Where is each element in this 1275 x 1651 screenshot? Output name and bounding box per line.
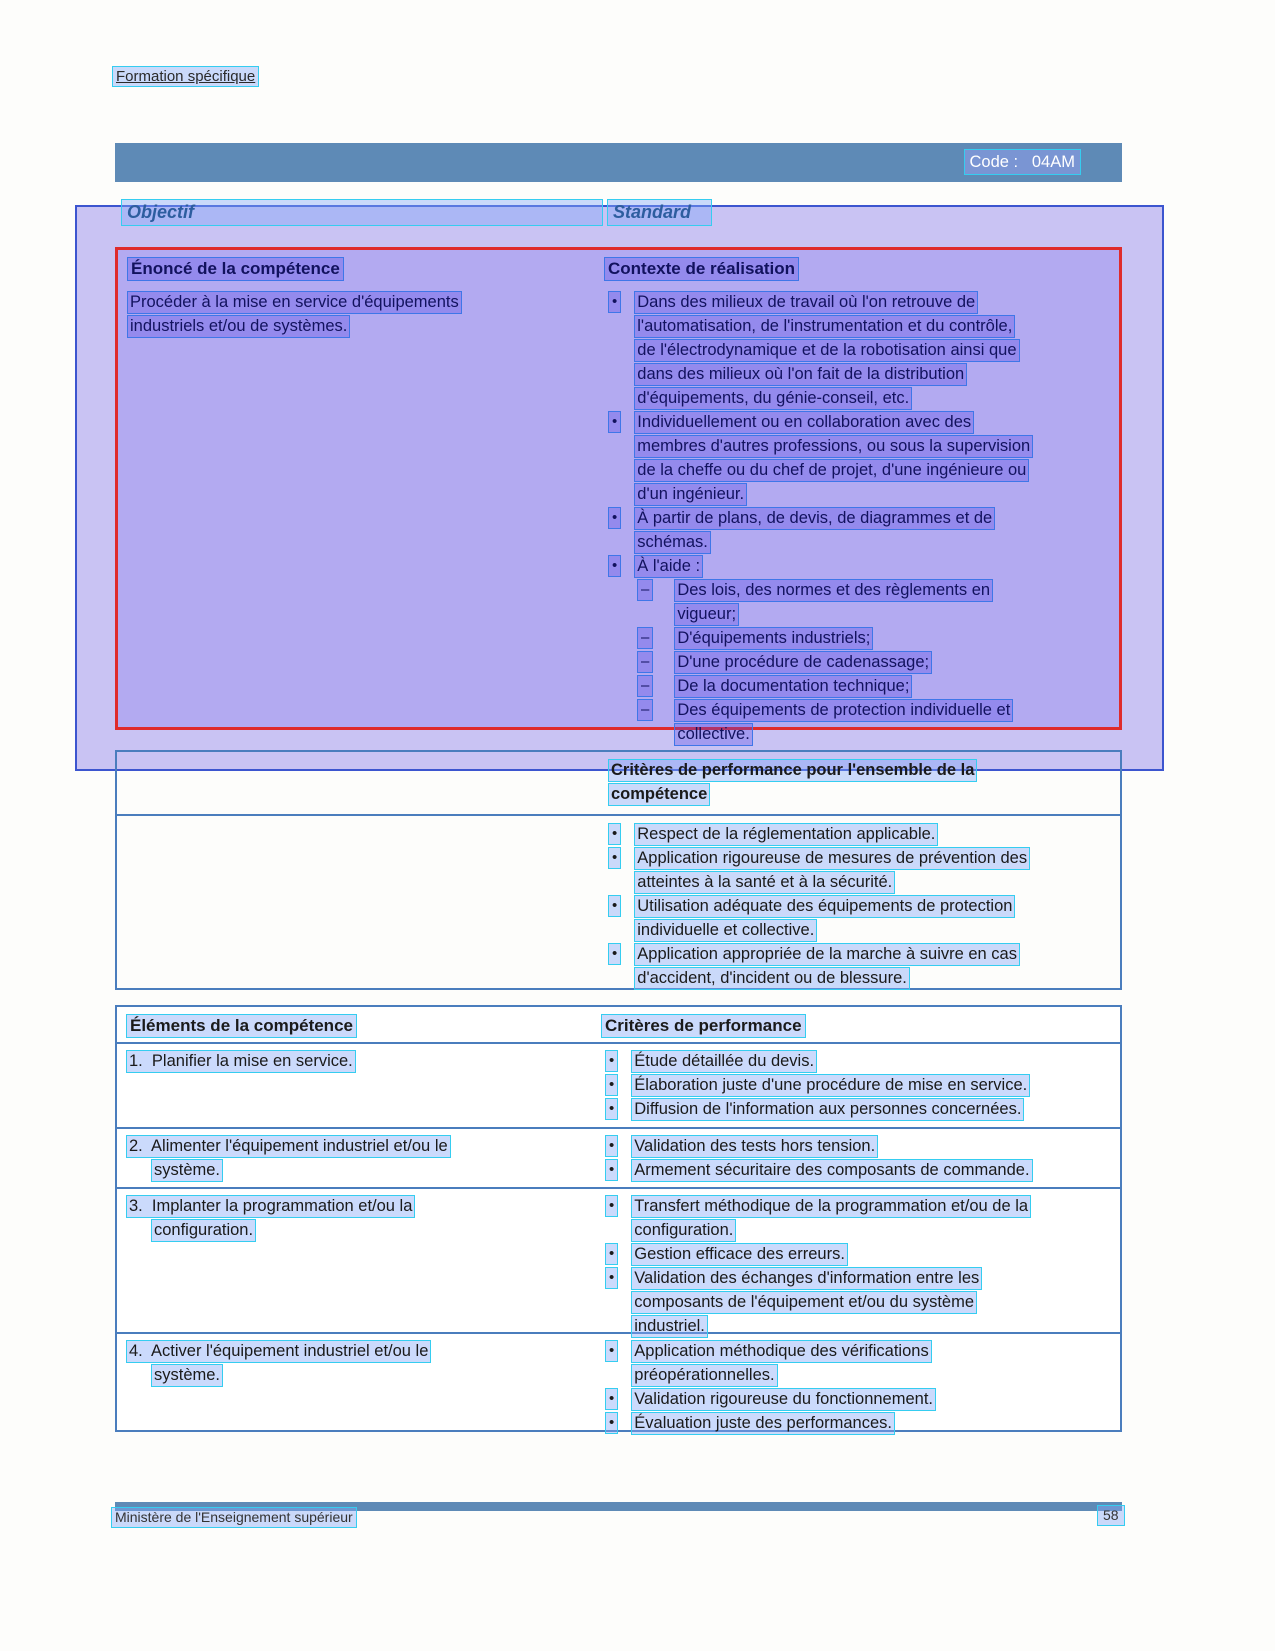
bullet-line: l'automatisation, de l'instrumentation et du contrôle, — [637, 317, 1013, 335]
list-item — [605, 292, 1119, 409]
sub-list-item — [605, 628, 1119, 649]
critere-line: industriel. — [634, 1317, 705, 1335]
bullet-icon: • — [606, 1389, 617, 1409]
element-line: 4. Activer l'équipement industriel et/ou le — [129, 1342, 429, 1360]
critere-line: préopérationnelles. — [634, 1366, 775, 1384]
sub-bullet-line: D'une procédure de cadenassage; — [677, 653, 930, 671]
critere-line: Évaluation juste des performances. — [634, 1414, 892, 1432]
critere-line: composants de l'équipement et/ou du système — [634, 1293, 975, 1311]
bullet-icon: • — [606, 1136, 617, 1156]
bullet-line: Individuellement ou en collaboration avec des — [637, 413, 972, 431]
critere-line: Utilisation adéquate des équipements de protection — [637, 897, 1013, 915]
element-line: 3. Implanter la programmation et/ou la — [129, 1197, 413, 1215]
element-line: système. — [154, 1366, 221, 1384]
list-item — [605, 944, 1120, 989]
sub-list-item — [605, 676, 1119, 697]
bullet-icon: • — [606, 1413, 617, 1433]
bullet-icon: • — [609, 944, 620, 964]
element-line: 2. Alimenter l'équipement industriel et/ou le — [129, 1137, 448, 1155]
enonce-line: industriels et/ou de systèmes. — [130, 317, 348, 335]
enonce-line: Procéder à la mise en service d'équipements — [130, 293, 459, 311]
bullet-icon: • — [606, 1160, 617, 1180]
critere-line: Transfert méthodique de la programmation et/ou de la — [634, 1197, 1029, 1215]
table1-body-row — [118, 292, 1119, 748]
elements-criteres-header — [117, 1007, 1120, 1044]
enonce-contexte-table — [115, 247, 1122, 743]
list-item — [602, 1099, 1120, 1120]
bullet-line: d'équipements, du génie-conseil, etc. — [637, 389, 910, 407]
critere-line: Élaboration juste d'une procédure de mise en service. — [634, 1076, 1028, 1094]
critere-line: Validation des tests hors tension. — [634, 1137, 876, 1155]
criteres-ensemble-list — [117, 816, 1120, 989]
list-item — [602, 1389, 1120, 1410]
bullet-icon: • — [606, 1268, 617, 1288]
list-item — [605, 896, 1120, 941]
table-row — [117, 1129, 1120, 1189]
sub-list-item — [605, 580, 1119, 625]
bullet-line: dans des milieux où l'on fait de la distribution — [637, 365, 965, 383]
criteres-ensemble-title-line: Critères de performance pour l'ensemble de la — [611, 761, 975, 779]
list-item — [605, 412, 1119, 505]
dash-icon: – — [638, 676, 652, 696]
code-header-bar — [115, 143, 1122, 182]
bullet-icon: • — [609, 824, 620, 844]
sub-bullet-line: D'équipements industriels; — [677, 629, 871, 647]
sub-list-item — [605, 652, 1119, 673]
list-item — [602, 1051, 1120, 1072]
bullet-line: membres d'autres professions, ou sous la supervision — [637, 437, 1031, 455]
critere-line: Diffusion de l'information aux personnes concernées. — [634, 1100, 1022, 1118]
code-label: Code : 04AM — [965, 150, 1080, 174]
enonce-text — [128, 292, 603, 337]
critere-line: individuelle et collective. — [637, 921, 815, 939]
list-item — [605, 824, 1120, 845]
criteres-title: Critères de performance — [602, 1015, 805, 1037]
sub-bullet-line: collective. — [677, 725, 750, 743]
list-item — [602, 1075, 1120, 1096]
critere-line: Gestion efficace des erreurs. — [634, 1245, 845, 1263]
objectif-heading: Objectif — [122, 200, 602, 225]
critere-line: Application appropriée de la marche à suivre en cas — [637, 945, 1017, 963]
bullet-icon: • — [606, 1196, 617, 1216]
criteres-ensemble-title-line: compétence — [611, 785, 708, 803]
elements-criteres-table — [115, 1005, 1122, 1432]
page-number: 58 — [1098, 1506, 1124, 1525]
dash-icon: – — [638, 628, 652, 648]
bullet-line: À l'aide : — [637, 557, 701, 575]
critere-line: Validation rigoureuse du fonctionnement. — [634, 1390, 933, 1408]
critere-line: Application méthodique des vérifications — [634, 1342, 929, 1360]
bullet-icon: • — [606, 1244, 617, 1264]
bullet-icon: • — [609, 848, 620, 868]
section-label: Formation spécifique — [113, 67, 258, 86]
contexte-bullet-list — [603, 292, 1119, 748]
bullet-icon: • — [609, 412, 620, 432]
sub-bullet-line: De la documentation technique; — [677, 677, 910, 695]
critere-line: atteintes à la santé et à la sécurité. — [637, 873, 893, 891]
bullet-icon: • — [609, 896, 620, 916]
objectif-standard-panel — [75, 205, 1164, 771]
footer-ministry: Ministère de l'Enseignement supérieur — [112, 1508, 356, 1527]
bullet-icon: • — [609, 508, 620, 528]
dash-icon: – — [638, 700, 652, 720]
standard-heading: Standard — [608, 200, 711, 225]
sub-bullet-line: vigueur; — [677, 605, 737, 623]
critere-line: configuration. — [634, 1221, 734, 1239]
list-item — [602, 1160, 1120, 1181]
dash-icon: – — [638, 580, 652, 600]
bullet-line: À partir de plans, de devis, de diagrammes et de — [637, 509, 993, 527]
critere-line: Application rigoureuse de mesures de prévention des — [637, 849, 1028, 867]
criteres-ensemble-header — [117, 752, 1120, 816]
elements-title: Éléments de la compétence — [127, 1015, 356, 1037]
sub-bullet-line: Des équipements de protection individuelle et — [677, 701, 1011, 719]
sub-bullet-line: Des lois, des normes et des règlements en — [677, 581, 991, 599]
bullet-icon: • — [609, 292, 620, 312]
element-line: système. — [154, 1161, 221, 1179]
critere-line: Étude détaillée du devis. — [634, 1052, 815, 1070]
table-row — [117, 1044, 1120, 1129]
dash-icon: – — [638, 652, 652, 672]
bullet-icon: • — [606, 1051, 617, 1071]
critere-line: Validation des échanges d'information entre les — [634, 1269, 980, 1287]
critere-line: Respect de la réglementation applicable. — [637, 825, 936, 843]
list-item — [602, 1136, 1120, 1157]
critere-line: Armement sécuritaire des composants de commande. — [634, 1161, 1030, 1179]
table-row — [117, 1334, 1120, 1437]
bullet-line: schémas. — [637, 533, 708, 551]
list-item — [605, 508, 1119, 553]
list-item — [602, 1341, 1120, 1386]
list-item — [602, 1196, 1120, 1241]
table-row — [117, 1189, 1120, 1334]
bullet-line: Dans des milieux de travail où l'on retrouve de — [637, 293, 976, 311]
critere-line: d'accident, d'incident ou de blessure. — [637, 969, 907, 987]
list-item — [602, 1268, 1120, 1337]
bullet-line: de la cheffe ou du chef de projet, d'une ingénieure ou — [637, 461, 1027, 479]
list-item — [605, 556, 1119, 577]
bullet-icon: • — [609, 556, 620, 576]
criteres-ensemble-table — [115, 750, 1122, 990]
list-item — [605, 848, 1120, 893]
bullet-line: de l'électrodynamique et de la robotisation ainsi que — [637, 341, 1017, 359]
bullet-icon: • — [606, 1075, 617, 1095]
bullet-icon: • — [606, 1099, 617, 1119]
list-item — [602, 1413, 1120, 1434]
enonce-title: Énoncé de la compétence — [128, 258, 343, 280]
table1-header-row — [118, 258, 1119, 280]
bullet-line: d'un ingénieur. — [637, 485, 745, 503]
sub-list-item — [605, 700, 1119, 745]
list-item — [602, 1244, 1120, 1265]
element-line: 1. Planifier la mise en service. — [129, 1052, 353, 1070]
element-line: configuration. — [154, 1221, 254, 1239]
contexte-title: Contexte de réalisation — [605, 258, 798, 280]
bullet-icon: • — [606, 1341, 617, 1361]
